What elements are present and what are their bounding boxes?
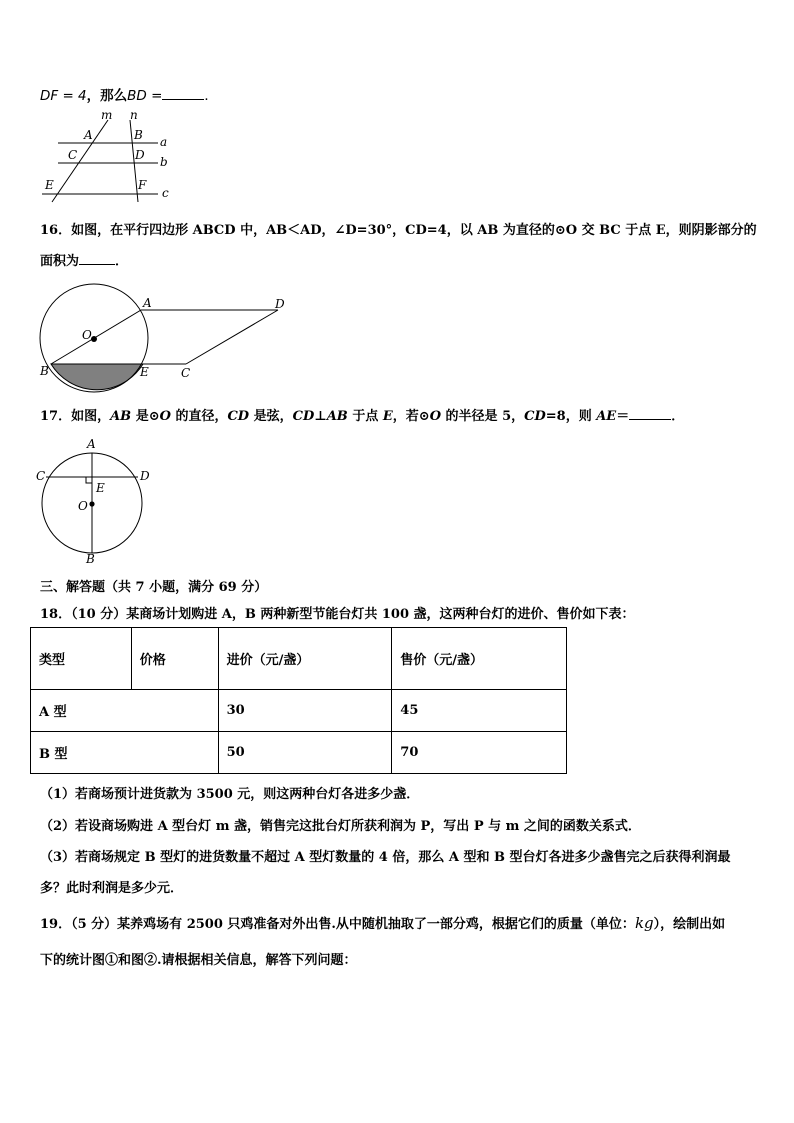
q17-t6: 的半径是 5， <box>441 409 525 424</box>
q19-unit: kg <box>634 914 654 932</box>
q15-df: DF = 4 <box>40 88 87 104</box>
q17-o1: O <box>159 409 171 424</box>
q17-label-B: B <box>86 552 95 566</box>
q18-part3-line1: （3）若商场规定 B 型灯的进货数量不超过 A 型灯数量的 4 倍，那么 A 型和 B 型台灯各进多少盏售完之后获得利润最 <box>40 850 731 865</box>
table-row <box>31 732 567 774</box>
q17-t4: 于点 <box>347 409 383 424</box>
q17-ab: AB <box>110 409 132 424</box>
q16-line2-prefix: 面积为 <box>40 254 80 269</box>
header-price: 价格 <box>131 628 218 690</box>
q15-label-n: n <box>130 108 138 122</box>
q17-label-D: D <box>140 469 150 483</box>
q16-label-A: A <box>143 296 152 310</box>
q15-label-A: A <box>84 128 93 142</box>
q18-price-table <box>30 627 567 774</box>
q17-label-O: O <box>78 499 88 513</box>
q17-perp: CD⊥AB <box>292 409 348 424</box>
q16-label-C: C <box>181 366 191 380</box>
q18-part3-line2: 多？此时利润是多少元． <box>40 881 184 896</box>
q17-cd8: CD <box>524 409 546 424</box>
q17-t2: 的直径， <box>170 409 228 424</box>
header-sale: 售价（元/盏） <box>392 628 567 690</box>
q17-right-angle-mark <box>86 477 92 483</box>
q15-text: ，那么 <box>86 88 128 104</box>
q15-label-B: B <box>134 128 143 142</box>
section3-title: 三、解答题（共 7 小题，满分 69 分） <box>40 580 268 595</box>
q17-prefix: 17．如图， <box>40 409 111 424</box>
q17-ae: AE <box>596 409 617 424</box>
q19-line1-a: 19．（5 分）某养鸡场有 2500 只鸡准备对外出售.从中随机抽取了一部分鸡，根据它们的质量（单位： <box>40 917 635 932</box>
q15-label-F: F <box>138 178 147 192</box>
q16-label-D: D <box>275 297 285 311</box>
row-a-type: A 型 <box>31 690 219 732</box>
q17-cd: CD <box>227 409 250 424</box>
q17-t5: ，若⊙ <box>392 409 430 424</box>
q18-part2: （2）若设商场购进 A 型台灯 m 盏，销售完这批台灯所获利润为 P，写出 P 与 m 之间的函数关系式． <box>40 819 641 834</box>
q19-line1-b: ），绘制出如 <box>653 917 726 932</box>
q18-intro: 18．（10 分）某商场计划购进 A，B 两种新型节能台灯共 100 盏，这两种台灯的进价、售价如下表： <box>40 607 635 622</box>
row-a-cost: 30 <box>218 690 392 732</box>
header-type: 类型 <box>31 628 132 690</box>
q17-t3: 是弦， <box>249 409 293 424</box>
table-row <box>31 690 567 732</box>
row-a-sale: 45 <box>392 690 567 732</box>
q17-t7: =8，则 <box>545 409 597 424</box>
q15-label-C: C <box>68 148 78 162</box>
q17-end: ． <box>671 409 685 424</box>
q17-label-C: C <box>36 469 46 483</box>
q19-line1 <box>40 913 725 932</box>
q15-label-a: a <box>160 135 168 149</box>
q15-bd: BD = <box>127 88 163 104</box>
q15-label-c: c <box>162 186 169 200</box>
header-cost: 进价（元/盏） <box>218 628 392 690</box>
q17-label-A: A <box>87 437 96 451</box>
table-header-row <box>31 628 567 690</box>
row-b-sale: 70 <box>392 732 567 774</box>
q17-t8: ＝ <box>616 409 630 424</box>
q17-center-dot <box>89 501 94 506</box>
q16-label-O: O <box>82 328 92 342</box>
q17-label-E: E <box>96 481 105 495</box>
q16-label-E: E <box>140 365 149 379</box>
q15-label-D: D <box>135 148 145 162</box>
q19-line2: 下的统计图①和图②.请根据相关信息，解答下列问题： <box>40 953 357 968</box>
q15-label-b: b <box>160 155 168 169</box>
q15-end: ． <box>204 88 218 104</box>
q15-label-E: E <box>45 178 54 192</box>
q17-t1: 是⊙ <box>131 409 160 424</box>
q18-part1: （1）若商场预计进货款为 3500 元，则这两种台灯各进多少盏． <box>40 787 420 802</box>
q17-e: E <box>382 409 393 424</box>
q15-label-m: m <box>101 108 113 122</box>
q16-line1: 16．如图，在平行四边形 ABCD 中，AB＜AD，∠D=30°，CD=4，以 AB 为直径的⊙O 交 BC 于点 E，则阴影部分的 <box>40 223 757 238</box>
q16-line2-end: ． <box>115 254 129 269</box>
q16-label-B: B <box>40 364 49 378</box>
row-b-cost: 50 <box>218 732 392 774</box>
row-b-type: B 型 <box>31 732 219 774</box>
q17-o2: O <box>429 409 442 424</box>
